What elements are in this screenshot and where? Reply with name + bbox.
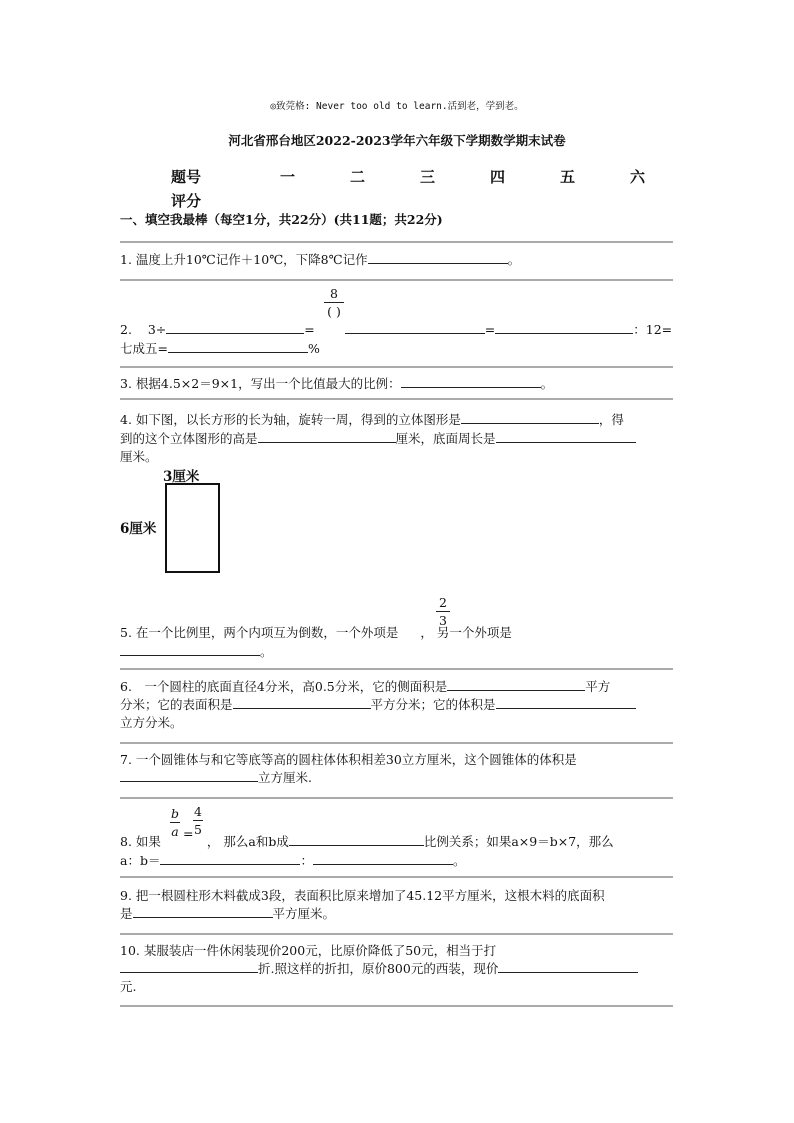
answer-blank[interactable] [120,643,260,656]
motto: ◎致莞格: Never too old to learn.活到老，学到老。 [270,101,524,112]
answer-blank[interactable] [496,430,636,443]
question-7: 7. 一个圆锥体与和它等底等高的圆柱体体积相差30立方厘米，这个圆锥体的体积是 [120,752,577,767]
answer-blank[interactable] [345,321,485,334]
answer-blank[interactable] [401,375,541,388]
rectangle-length-label: 6厘米 [120,521,157,537]
score-table-header-label: 题号 [171,168,202,186]
answer-blank[interactable] [368,251,508,264]
answer-blank[interactable] [120,769,258,782]
question-6: 6. 一个圆柱的底面直径4分米，高0.5分米，它的侧面积是 平方 [120,679,611,694]
answer-blank[interactable] [289,833,424,846]
divider [120,241,673,243]
fraction-b-over-a: b a [170,806,179,839]
answer-blank[interactable] [166,321,304,334]
divider [120,398,673,400]
answer-blank[interactable] [133,905,273,918]
equals-sign: = [183,826,194,841]
score-label: 评分 [171,192,202,210]
answer-blank[interactable] [498,960,638,973]
rectangle-width-label: 3厘米 [163,469,200,485]
fraction: 8 ( ) [324,286,344,319]
divider [120,1005,673,1007]
rectangle-figure [165,483,220,573]
question-3: 3. 根据4.5×2＝9×1，写出一个比值最大的比例： 。 [120,376,554,391]
question-1: 1. 温度上升10℃记作＋10℃，下降8℃记作 。 [120,252,521,267]
score-col-6: 六 [630,168,646,186]
fraction: 2 3 [436,595,450,628]
question-2: 2. 3÷ = = ：12= [120,322,673,337]
fraction-4-5: 4 5 [194,804,202,837]
answer-blank[interactable] [120,960,258,973]
divider [120,366,673,368]
divider [120,668,673,670]
answer-blank[interactable] [461,411,599,424]
score-col-1: 一 [280,168,296,186]
question-5: 5. 在一个比例里，两个内项互为倒数，一个外项是 ， 另一个外项是 [120,625,512,640]
question-5-line-2: 。 [120,642,680,660]
answer-blank[interactable] [258,430,396,443]
score-col-5: 五 [560,168,576,186]
divider [120,279,673,281]
divider [120,742,673,744]
section-heading: 一、填空我最棒（每空1分，共22分）(共11题；共22分) [120,212,443,227]
answer-blank[interactable] [447,678,585,691]
question-10: 10. 某服装店一件休闲装现价200元，比原价降低了50元，相当于打 [120,943,497,958]
question-6-line-3: 立方分米。 [120,715,183,730]
question-9: 9. 把一根圆柱形木料截成3段，表面积比原来增加了45.12平方厘米，这根木料的底面积 [120,888,605,903]
score-col-3: 三 [420,168,436,186]
question-9-line-2: 是 平方厘米。 [120,906,336,921]
answer-blank[interactable] [313,852,453,865]
question-4-line-3: 厘米。 [120,449,158,464]
question-8: 8. 如果 ， 那么a和b成 比例关系；如果a×9＝b×7，那么 [120,834,614,849]
question-4: 4. 如下图，以长方形的长为轴，旋转一周，得到的立体图形是 ，得 [120,412,624,427]
question-6-line-2: 分米；它的表面积是 平方分米；它的体积是 [120,695,680,713]
score-col-2: 二 [350,168,366,186]
question-10-line-2: 折.照这样的折扣，原价800元的西装，现价 [120,959,680,977]
answer-blank[interactable] [496,696,636,709]
divider [120,933,673,935]
divider [120,797,673,799]
answer-blank[interactable] [495,321,633,334]
divider [120,876,673,878]
question-8-line-2: a：b＝ ： 。 [120,853,466,868]
answer-blank[interactable] [168,340,308,353]
question-7-line-2: 立方厘米. [120,768,680,786]
question-10-line-3: 元. [120,979,137,994]
question-4-line-2: 到的这个立体图形的高是 厘米，底面周长是 [120,429,680,447]
score-col-4: 四 [490,168,506,186]
page-title: 河北省邢台地区2022-2023学年六年级下学期数学期末试卷 [228,133,566,148]
answer-blank[interactable] [233,696,371,709]
answer-blank[interactable] [160,852,300,865]
question-2-line-2: 七成五= % [120,341,320,356]
